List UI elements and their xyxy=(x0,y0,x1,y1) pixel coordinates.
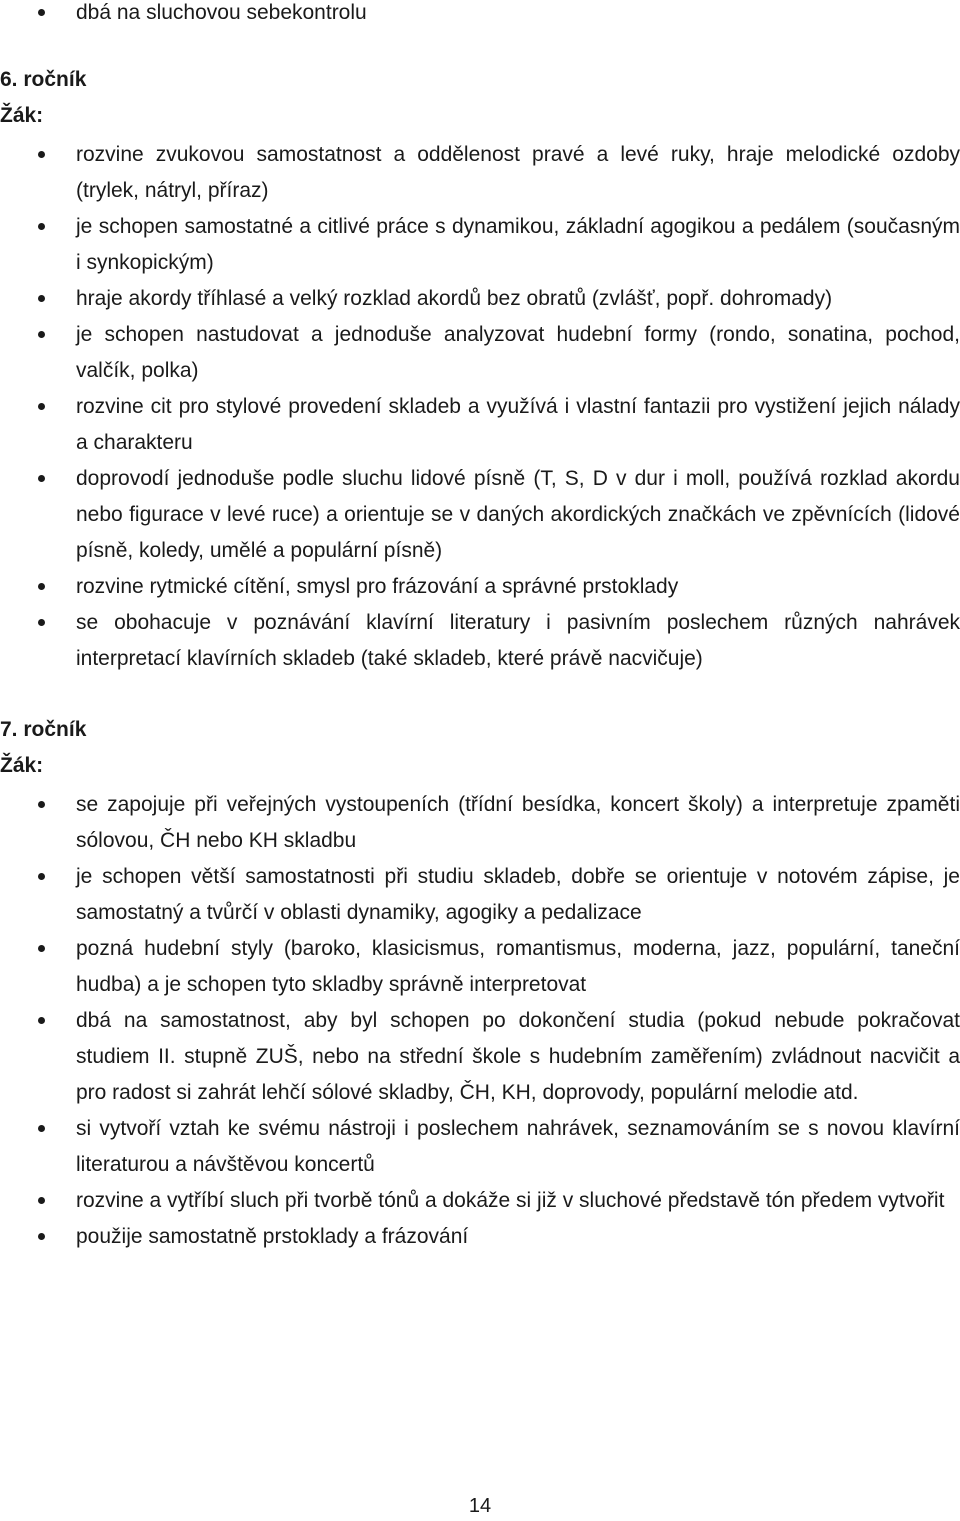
grade-6-list xyxy=(76,137,960,677)
page-number: 14 xyxy=(468,1495,492,1517)
section-grade-7 xyxy=(0,712,960,1255)
list-item xyxy=(76,0,960,31)
list-item xyxy=(76,605,960,677)
list-item xyxy=(76,1183,960,1219)
pupil-heading: Žák: xyxy=(0,104,44,127)
list-item xyxy=(76,461,960,569)
list-item-text: rozvine rytmické cítění, smysl pro frázování a správné prstoklady xyxy=(76,575,679,598)
bullet-icon xyxy=(38,945,45,952)
list-item xyxy=(76,1003,960,1111)
bullet-icon xyxy=(38,475,45,482)
top-list xyxy=(76,0,960,31)
list-item-text: dbá na sluchovou sebekontrolu xyxy=(76,1,367,24)
bullet-icon xyxy=(38,1233,45,1240)
grade-heading: 7. ročník xyxy=(0,718,87,741)
bullet-icon xyxy=(38,151,45,158)
bullet-icon xyxy=(38,295,45,302)
list-item-text: je schopen větší samostatnosti při studiu skladeb, dobře se orientuje v notovém zápise, je samostatný a tvůrčí v oblasti dynamiky, agogiky a pedalizace xyxy=(76,865,960,924)
pupil-heading: Žák: xyxy=(0,754,44,777)
list-item-text: je schopen nastudovat a jednoduše analyzovat hudební formy (rondo, sonatina, pochod, valčík, polka) xyxy=(76,323,960,382)
list-item xyxy=(76,389,960,461)
list-item-text: rozvine zvukovou samostatnost a oddělenost pravé a levé ruky, hraje melodické ozdoby (trylek, nátryl, příraz) xyxy=(76,143,960,202)
grade-heading: 6. ročník xyxy=(0,68,87,91)
list-item xyxy=(76,209,960,281)
bullet-icon xyxy=(38,873,45,880)
bullet-icon xyxy=(38,9,45,16)
bullet-icon xyxy=(38,403,45,410)
list-item xyxy=(76,281,960,317)
list-item-text: dbá na samostatnost, aby byl schopen po dokončení studia (pokud nebude pokračovat studiem II. stupně ZUŠ, nebo na střední škole s hudebním zaměřením) zvládnout nacvičit a pro radost si zahrát lehčí sólové skladby, ČH, KH, doprovody, populární melodie atd. xyxy=(76,1009,960,1104)
list-item xyxy=(76,137,960,209)
list-item-text: použije samostatně prstoklady a frázování xyxy=(76,1225,469,1248)
bullet-icon xyxy=(38,1197,45,1204)
list-item-text: rozvine cit pro stylové provedení skladeb a využívá i vlastní fantazii pro vystižení jejich nálady a charakteru xyxy=(76,395,960,454)
bullet-icon xyxy=(38,801,45,808)
list-item-text: je schopen samostatné a citlivé práce s dynamikou, základní agogikou a pedálem (současným i synkopickým) xyxy=(76,215,960,274)
list-item xyxy=(76,569,960,605)
list-item xyxy=(76,859,960,931)
bullet-icon xyxy=(38,1125,45,1132)
bullet-icon xyxy=(38,331,45,338)
list-item-text: se obohacuje v poznávání klavírní literatury i pasivním poslechem různých nahrávek interpretací klavírních skladeb (také skladeb, které právě nacvičuje) xyxy=(76,611,960,670)
list-item xyxy=(76,1219,960,1255)
list-item-text: se zapojuje při veřejných vystoupeních (třídní besídka, koncert školy) a interpretuje zpaměti sólovou, ČH nebo KH skladbu xyxy=(76,793,960,852)
list-item-text: si vytvoří vztah ke svému nástroji i poslechem nahrávek, seznamováním se s novou klavírní literaturou a návštěvou koncertů xyxy=(76,1117,960,1176)
list-item xyxy=(76,1111,960,1183)
section-grade-6 xyxy=(0,62,960,677)
list-item xyxy=(76,931,960,1003)
list-item xyxy=(76,787,960,859)
grade-7-list xyxy=(76,787,960,1255)
list-item-text: hraje akordy tříhlasé a velký rozklad akordů bez obratů (zvlášť, popř. dohromady) xyxy=(76,287,833,310)
list-item-text: rozvine a vytříbí sluch při tvorbě tónů a dokáže si již v sluchové představě tón předem vytvořit xyxy=(76,1189,945,1212)
list-item-text: doprovodí jednoduše podle sluchu lidové písně (T, S, D v dur i moll, používá rozklad akordu nebo figurace v levé ruce) a orientuje se v daných akordických značkách ve zpěvnících (lidové písně, koledy, umělé a populární písně) xyxy=(76,467,960,562)
list-item xyxy=(76,317,960,389)
bullet-icon xyxy=(38,1017,45,1024)
bullet-icon xyxy=(38,583,45,590)
bullet-icon xyxy=(38,619,45,626)
list-item-text: pozná hudební styly (baroko, klasicismus, romantismus, moderna, jazz, populární, taneční hudba) a je schopen tyto skladby správně interpretovat xyxy=(76,937,960,996)
bullet-icon xyxy=(38,223,45,230)
